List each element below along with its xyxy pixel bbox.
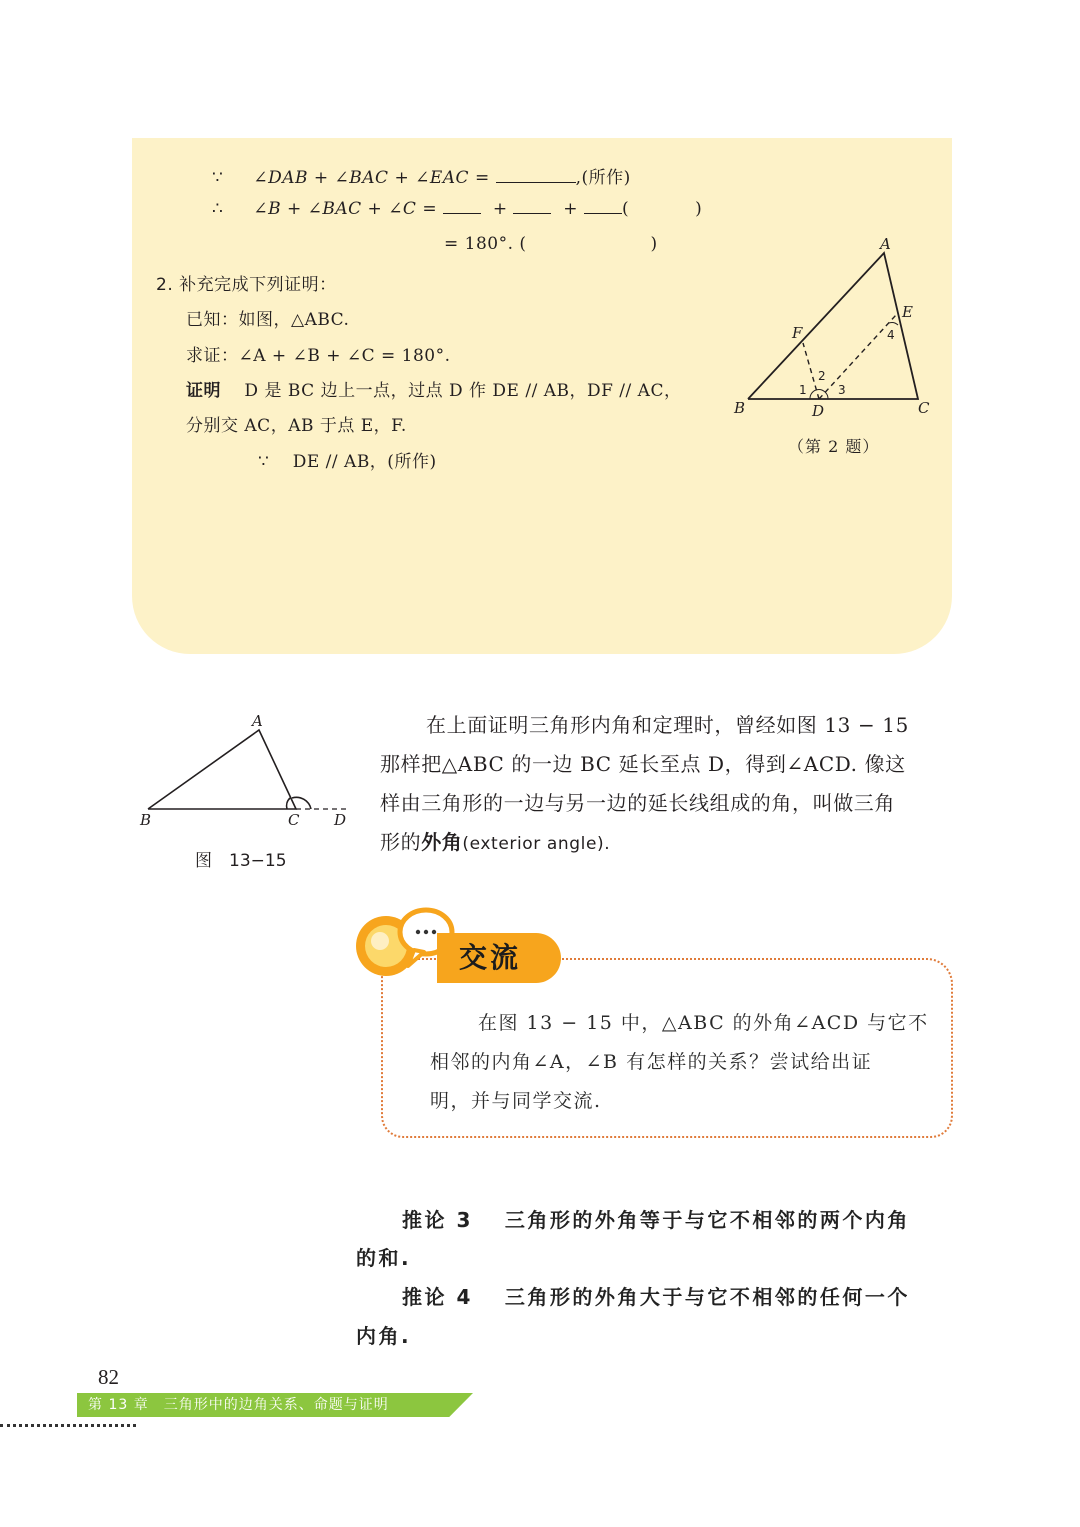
answer-blank[interactable] xyxy=(513,199,551,214)
angle-arc-1 xyxy=(810,390,816,399)
label-f: F xyxy=(792,324,803,342)
label-e: E xyxy=(902,303,913,321)
corollary-3-text: 三角形的外角等于与它不相邻的两个内角 xyxy=(504,1208,910,1232)
paragraph-text: 形的 xyxy=(380,830,422,854)
chapter-title: 第 13 章 三角形中的边角关系、命题与证明 xyxy=(88,1397,389,1413)
answer-blank[interactable] xyxy=(443,199,481,214)
exercise-line-1 xyxy=(212,163,631,188)
term-exterior-angle: 外角 xyxy=(421,830,463,854)
figure-13-15 xyxy=(135,710,360,830)
proof-line-3 xyxy=(258,447,437,472)
problem-title: 补充完成下列证明： xyxy=(179,275,337,295)
corollary-3 xyxy=(402,1204,910,1233)
label-d: D xyxy=(812,402,825,420)
angle-sum-expression: ∠B + ∠BAC + ∠C = xyxy=(253,199,438,219)
angle-label-1: 1 xyxy=(799,383,807,397)
figure-13-15-caption: 图 13−15 xyxy=(195,851,287,871)
triangle-abc xyxy=(748,253,918,399)
discussion-label: 交流 xyxy=(437,933,561,983)
english-term: (exterior angle). xyxy=(462,834,611,854)
paren-close: ) xyxy=(650,234,658,254)
given-line: 已知：如图，△ABC. xyxy=(186,310,350,330)
problem-2-heading xyxy=(156,270,337,295)
exercise-line-3 xyxy=(444,234,658,254)
angle-arc-2 xyxy=(816,390,825,392)
discussion-line-1: 在图 13 − 15 中，△ABC 的外角∠ACD 与它不 xyxy=(478,1012,929,1034)
discussion-line-2: 相邻的内角∠A，∠B 有怎样的关系？尝试给出证 xyxy=(430,1051,873,1073)
segment-de xyxy=(819,315,896,399)
exterior-angle-inner xyxy=(287,798,290,809)
result-expression: = 180°. xyxy=(444,234,514,254)
therefore-symbol: ∴ xyxy=(212,199,224,219)
prove-line: 求证：∠A + ∠B + ∠C = 180°. xyxy=(186,346,451,366)
label-c: C xyxy=(288,811,300,829)
page-number: 82 xyxy=(98,1365,119,1389)
answer-blank[interactable] xyxy=(584,199,622,214)
corollary-3-label: 推论 3 xyxy=(402,1208,473,1232)
because-symbol: ∵ xyxy=(258,452,270,472)
proof-line-1 xyxy=(186,376,681,401)
angle-label-4: 4 xyxy=(887,328,895,342)
problem-2-caption: （第 2 题） xyxy=(788,437,880,456)
label-d: D xyxy=(334,811,347,829)
problem-2-figure xyxy=(730,235,940,420)
because-symbol: ∵ xyxy=(212,168,224,188)
triangle-abc xyxy=(148,730,296,809)
label-b: B xyxy=(140,811,152,829)
corollary-4-text: 三角形的外角大于与它不相邻的任何一个 xyxy=(504,1285,910,1309)
corollary-3-line-2: 的和. xyxy=(356,1246,412,1270)
paren-open: ( xyxy=(519,234,527,254)
exercise-line-2 xyxy=(212,199,702,219)
corollary-4-label: 推论 4 xyxy=(402,1285,473,1309)
problem-number: 2. xyxy=(156,275,174,295)
corollary-4-line-2: 内角. xyxy=(356,1324,412,1348)
label-a: A xyxy=(252,712,263,730)
paragraph-line-3: 样由三角形的一边与另一边的延长线组成的角，叫做三角 xyxy=(380,791,895,815)
angle-arc-3 xyxy=(825,392,828,399)
paragraph-line-1: 在上面证明三角形内角和定理时，曾经如图 13 − 15 xyxy=(426,713,909,737)
plus-sign: + xyxy=(563,199,579,219)
paragraph-line-2: 那样把△ABC 的一边 BC 延长至点 D，得到∠ACD. 像这 xyxy=(380,752,906,776)
angle-label-2: 2 xyxy=(818,369,826,383)
proof-line-2: 分别交 AC，AB 于点 E，F. xyxy=(186,416,407,436)
plus-sign: + xyxy=(492,199,508,219)
angle-sum-expression: ∠DAB + ∠BAC + ∠EAC = xyxy=(253,168,490,188)
discussion-line-3: 明，并与同学交流. xyxy=(430,1090,602,1112)
paren-open: ( xyxy=(621,199,630,219)
paragraph-line-4 xyxy=(380,823,610,864)
proof-label: 证明 xyxy=(186,381,221,401)
answer-blank[interactable] xyxy=(496,168,576,183)
paren-close: ) xyxy=(695,199,703,219)
corollary-4 xyxy=(402,1281,910,1310)
proof-text: DE // AB，(所作) xyxy=(292,452,437,472)
label-c: C xyxy=(918,399,930,417)
angle-arc-4 xyxy=(889,323,898,325)
footer-dotted-rule xyxy=(0,1420,136,1427)
angle-label-3: 3 xyxy=(838,383,846,397)
proof-text: D 是 BC 边上一点，过点 D 作 DE // AB，DF // AC， xyxy=(244,381,682,401)
reason-text: ,(所作) xyxy=(575,168,631,188)
label-a: A xyxy=(880,235,891,253)
label-b: B xyxy=(734,399,746,417)
